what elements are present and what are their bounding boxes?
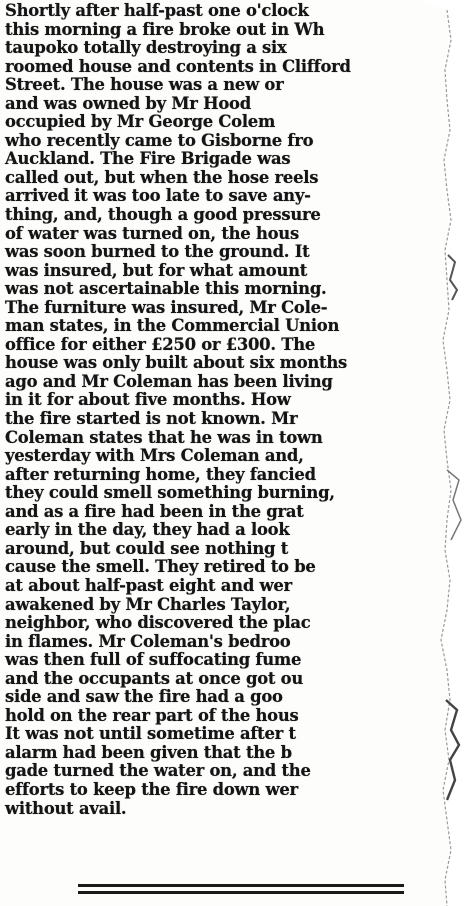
article-line: they could smell something burning, <box>5 483 335 503</box>
article-line: arrived it was too late to save any- <box>5 186 311 206</box>
article-line: was soon burned to the ground. It <box>5 242 310 262</box>
article-line: occupied by Mr George Colem <box>5 112 276 132</box>
article-line: side and saw the fire had a goo <box>5 687 283 707</box>
article-line: yesterday with Mrs Coleman and, <box>5 446 304 466</box>
article-line: the fire started is not known. Mr <box>5 409 298 429</box>
article-line: taupoko totally destroying a six <box>5 38 287 58</box>
article-line: and as a fire had been in the grat <box>5 501 304 521</box>
article-line: after returning home, they fancied <box>5 464 316 484</box>
article-line: in flames. Mr Coleman's bedroo <box>5 631 291 651</box>
article-line: was then full of suffocating fume <box>5 650 302 670</box>
article-line: Shortly after half-past one o'clock <box>5 1 309 20</box>
article-line: ago and Mr Coleman has been living <box>5 371 333 391</box>
article-line: awakened by Mr Charles Taylor, <box>5 594 291 614</box>
article-body <box>5 2 417 818</box>
article-line: gade turned the water on, and the <box>5 761 311 781</box>
article-line: efforts to keep the fire down wer <box>5 779 298 799</box>
article-line: was insured, but for what amount <box>5 260 308 280</box>
article-line: Coleman states that he was in town <box>5 427 323 447</box>
article-line: around, but could see nothing t <box>5 538 289 558</box>
torn-right-edge <box>417 0 465 906</box>
article-line: man states, in the Commercial Union <box>5 316 340 336</box>
article-line: called out, but when the hose reels <box>5 167 319 187</box>
article-line: neighbor, who discovered the plac <box>5 613 311 633</box>
article-line: of water was turned on, the hous <box>5 223 299 243</box>
article-line: hold on the rear part of the hous <box>5 705 299 725</box>
article-line: It was not until sometime after t <box>5 724 296 744</box>
article-line: The furniture was insured, Mr Cole- <box>5 297 328 317</box>
article-line: who recently came to Gisborne fro <box>5 130 314 150</box>
article-line: Street. The house was a new or <box>5 75 284 95</box>
article-line: cause the smell. They retired to be <box>5 557 316 577</box>
article-line: roomed house and contents in Clifford <box>5 56 351 76</box>
article-line: without avail. <box>5 798 127 818</box>
article-line: at about half-past eight and wer <box>5 575 292 595</box>
article-line: this morning a fire broke out in Wh <box>5 19 325 39</box>
article-line: was not ascertainable this morning. <box>5 279 327 299</box>
end-rule-bottom <box>78 891 404 894</box>
end-rule-top <box>78 884 404 887</box>
article-line: office for either £250 or £300. The <box>5 334 316 354</box>
article-line: Auckland. The Fire Brigade was <box>5 149 291 169</box>
article-line: in it for about five months. How <box>5 390 291 410</box>
article-line: and was owned by Mr Hood <box>5 93 251 113</box>
article-line: house was only built about six months <box>5 353 348 373</box>
article-line: and the occupants at once got ou <box>5 668 304 688</box>
article-line: early in the day, they had a look <box>5 520 290 540</box>
article-line: thing, and, though a good pressure <box>5 205 321 225</box>
article-line: alarm had been given that the b <box>5 742 292 762</box>
